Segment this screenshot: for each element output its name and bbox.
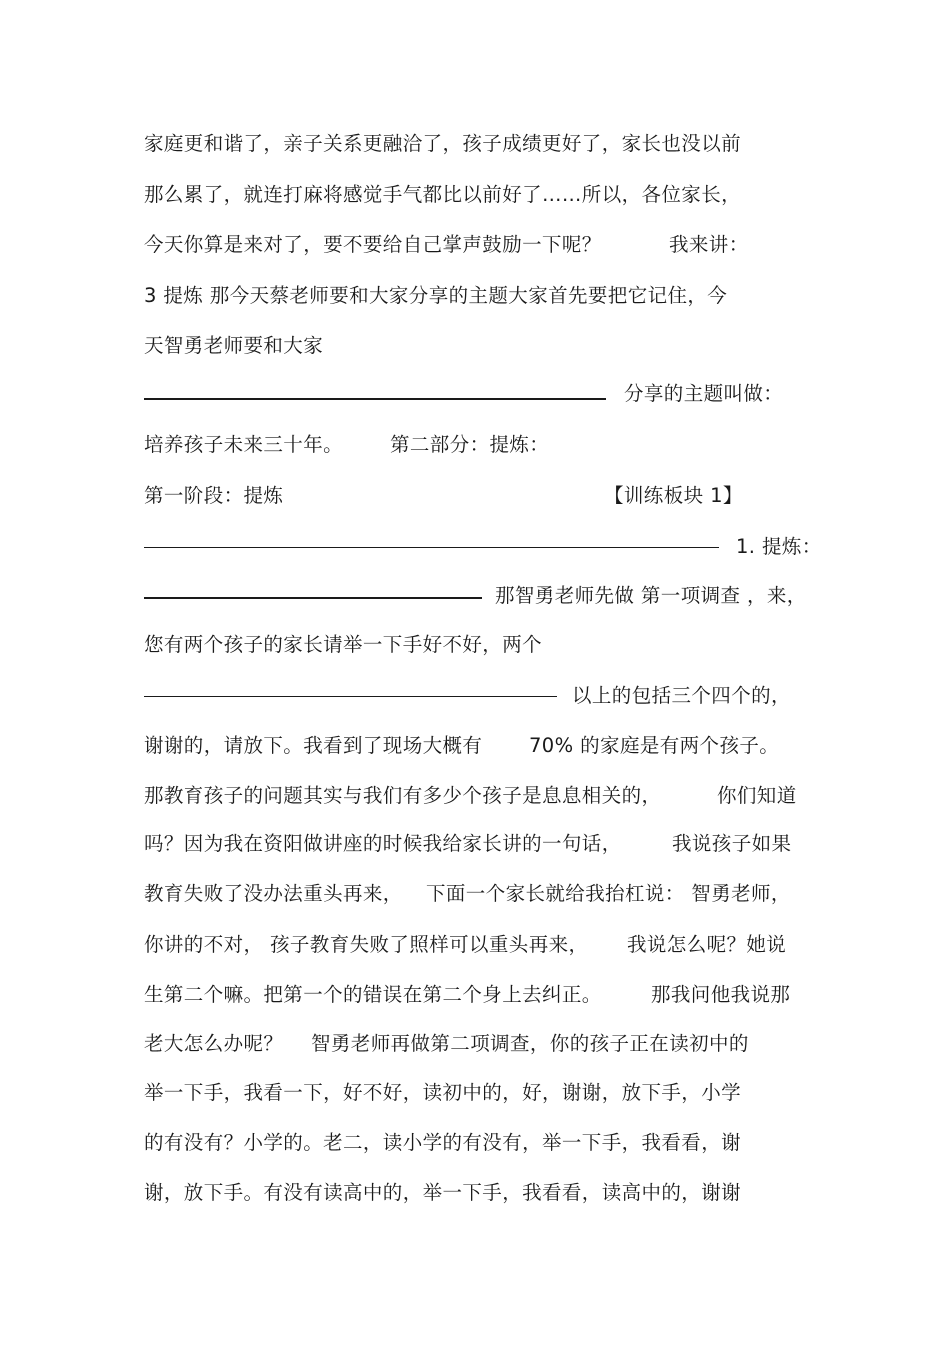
text-line: 谢，放下手。有没有读高中的，举一下手，我看看，读高中的，谢谢	[144, 1181, 742, 1204]
text-line: 你讲的不对， 孩子教育失败了照样可以重头再来，	[144, 933, 589, 956]
text-line: 培养孩子未来三十年。	[144, 433, 344, 456]
text-line: 你们知道	[717, 784, 797, 807]
text-line: 以上的包括三个四个的，	[572, 684, 791, 707]
text-line: 举一下手，我看一下，好不好，读初中的，好，谢谢，放下手，小学	[144, 1081, 742, 1104]
text-line: 我说孩子如果	[672, 832, 792, 855]
text-line: 那智勇老师先做 第一项调查 ，来，	[495, 584, 807, 607]
fill-in-blank-line	[144, 547, 719, 548]
text-line: 吗？因为我在资阳做讲座的时候我给家长讲的一句话，	[144, 832, 622, 855]
text-line: 的有没有？小学的。老二，读小学的有没有，举一下手，我看看，谢	[144, 1131, 742, 1154]
text-line: 今天你算是来对了，要不要给自己掌声鼓励一下呢？	[144, 233, 602, 256]
text-line: 您有两个孩子的家长请举一下手好不好，两个	[144, 633, 543, 656]
text-line: 家庭更和谐了，亲子关系更融洽了，孩子成绩更好了，家长也没以前	[144, 132, 742, 155]
text-line: 智勇老师再做第二项调查，你的孩子正在读初中的	[311, 1032, 749, 1055]
text-line: 天智勇老师要和大家	[144, 334, 324, 357]
text-line: 谢谢的，请放下。我看到了现场大概有	[144, 734, 483, 757]
text-line: 那么累了，就连打麻将感觉手气都比以前好了……所以，各位家长，	[144, 183, 742, 206]
text-line: 那教育孩子的问题其实与我们有多少个孩子是息息相关的，	[144, 784, 662, 807]
fill-in-blank-line	[144, 696, 557, 697]
text-line: 1. 提炼：	[736, 535, 822, 558]
text-line: 教育失败了没办法重头再来，	[144, 882, 403, 905]
section-heading: 【训练板块 1】	[604, 484, 743, 507]
text-line: 分享的主题叫做：	[624, 382, 784, 405]
text-line: 老大怎么办呢？	[144, 1032, 284, 1055]
fill-in-blank-line	[144, 398, 606, 400]
text-line: 那我问他我说那	[651, 983, 791, 1006]
text-line: 我来讲：	[669, 233, 749, 256]
section-heading: 第一阶段：提炼	[144, 484, 284, 507]
text-line: 3 提炼 那今天蔡老师要和大家分享的主题大家首先要把它记住，今	[144, 284, 728, 307]
section-heading: 第二部分：提炼：	[390, 433, 550, 456]
text-line: 生第二个嘛。把第一个的错误在第二个身上去纠正。	[144, 983, 602, 1006]
text-line: 我说怎么呢？她说	[627, 933, 787, 956]
text-line: 70% 的家庭是有两个孩子。	[529, 734, 780, 757]
text-line: 下面一个家长就给我抬杠说： 智勇老师，	[426, 882, 791, 905]
fill-in-blank-line	[144, 597, 482, 599]
